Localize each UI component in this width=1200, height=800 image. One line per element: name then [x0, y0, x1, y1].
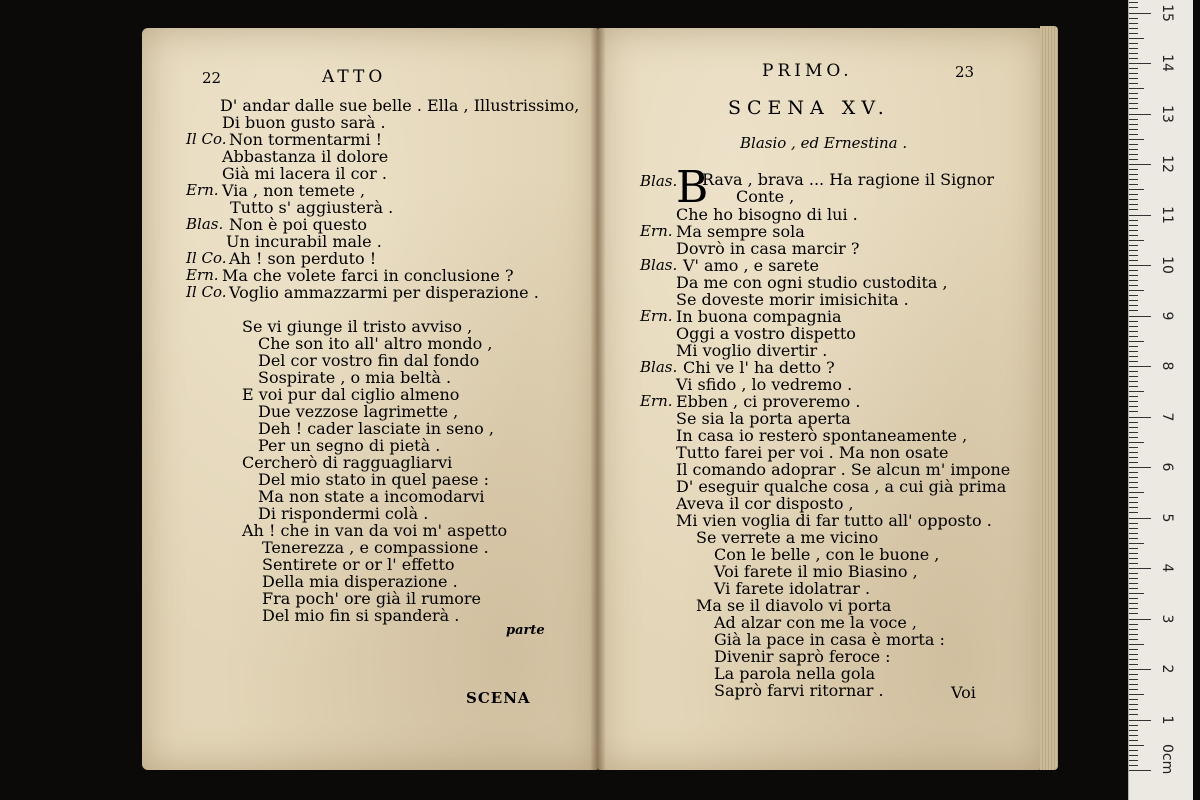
- ruler-tick: [1129, 709, 1138, 710]
- ruler-tick: [1129, 164, 1151, 165]
- ruler-tick: [1129, 608, 1138, 609]
- ruler-tick: [1129, 437, 1138, 438]
- ruler-tick: [1129, 18, 1138, 19]
- text-line: Di rispondermi colà .: [258, 504, 429, 523]
- text-line: Abbastanza il dolore: [222, 147, 389, 166]
- ruler-tick: [1129, 270, 1138, 271]
- ruler-label: 2: [1159, 664, 1175, 674]
- ruler-tick: [1129, 406, 1138, 407]
- ruler-tick: [1129, 331, 1138, 332]
- left-catchword: SCENA: [466, 689, 531, 707]
- ruler-tick: [1129, 644, 1144, 645]
- ruler-tick: [1129, 492, 1144, 493]
- ruler-label: 14: [1159, 54, 1175, 72]
- ruler-tick: [1129, 194, 1138, 195]
- ruler-tick: [1129, 129, 1138, 130]
- ruler-tick: [1129, 336, 1138, 337]
- text-line: Oggi a vostro dispetto: [676, 324, 856, 343]
- scene-title: SCENA XV.: [728, 97, 890, 119]
- ruler-tick: [1129, 139, 1144, 140]
- text-line: Non tormentarmi !: [229, 130, 383, 149]
- text-line: Ebben , ci proveremo .: [676, 392, 861, 411]
- ruler-tick: [1129, 230, 1138, 231]
- ruler-tick: [1129, 361, 1138, 362]
- ruler-tick: [1129, 88, 1144, 89]
- text-line: Cercherò di ragguagliarvi: [242, 453, 453, 472]
- ruler-tick: [1129, 321, 1138, 322]
- ruler-tick: [1129, 376, 1138, 377]
- ruler-tick: [1129, 386, 1138, 387]
- drop-cap: B: [676, 162, 709, 213]
- ruler-tick: [1129, 598, 1138, 599]
- left-page-number: 22: [202, 69, 222, 87]
- ruler-tick: [1129, 346, 1138, 347]
- text-line: Chi ve l' ha detto ?: [683, 358, 835, 377]
- ruler-tick: [1129, 245, 1138, 246]
- ruler-tick: [1129, 381, 1138, 382]
- ruler-tick: [1129, 33, 1138, 34]
- ruler-tick: [1129, 755, 1138, 756]
- ruler-tick: [1129, 518, 1151, 519]
- text-line: Deh ! cader lasciate in seno ,: [258, 419, 494, 438]
- text-line: Mi voglio divertir .: [676, 341, 828, 360]
- text-line: Voglio ammazzarmi per disperazione .: [229, 283, 539, 302]
- text-line: V' amo , e sarete: [683, 256, 819, 275]
- ruler-tick: [1129, 427, 1138, 428]
- text-line: Con le belle , con le buone ,: [714, 545, 940, 564]
- speaker-label: Blas.: [640, 358, 678, 376]
- ruler-tick: [1129, 528, 1138, 529]
- book-gutter: [590, 28, 606, 770]
- ruler-tick: [1129, 740, 1138, 741]
- ruler-tick: [1129, 624, 1138, 625]
- ruler-tick: [1129, 543, 1144, 544]
- ruler-label: 7: [1159, 412, 1175, 421]
- speaker-label: Il Co.: [186, 283, 227, 301]
- ruler-tick: [1129, 366, 1151, 367]
- ruler-tick: [1129, 654, 1138, 655]
- text-line: Se sia la porta aperta: [676, 409, 851, 428]
- ruler-tick: [1129, 447, 1138, 448]
- text-line: E voi pur dal ciglio almeno: [242, 385, 460, 404]
- ruler-tick: [1129, 603, 1138, 604]
- text-line: Mi vien voglia di far tutto all' opposto .: [676, 511, 992, 530]
- ruler-tick: [1129, 199, 1138, 200]
- text-line: Tenerezza , e compassione .: [262, 538, 489, 557]
- text-line: D' andar dalle sue belle . Ella , Illustrissimo,: [220, 96, 580, 115]
- ruler-tick: [1129, 184, 1138, 185]
- text-line: Da me con ogni studio custodita ,: [676, 273, 948, 292]
- ruler-tick: [1129, 68, 1138, 69]
- ruler-tick: [1129, 735, 1138, 736]
- exit-direction: parte: [506, 623, 545, 638]
- ruler-tick: [1129, 285, 1138, 286]
- right-page-number: 23: [955, 63, 975, 81]
- ruler-tick: [1129, 2, 1138, 3]
- ruler-label: 10: [1159, 256, 1175, 274]
- ruler-tick: [1129, 417, 1151, 418]
- ruler-tick: [1129, 401, 1138, 402]
- text-line: Fra poch' ore già il rumore: [262, 589, 482, 608]
- text-line: Aveva il cor disposto ,: [676, 494, 854, 513]
- ruler-tick: [1129, 169, 1138, 170]
- ruler-tick: [1129, 487, 1138, 488]
- text-line: Ma se il diavolo vi porta: [696, 596, 892, 615]
- text-line: Non è poi questo: [229, 215, 367, 234]
- ruler-tick: [1129, 144, 1138, 145]
- ruler-tick: [1129, 391, 1144, 392]
- text-line: Di buon gusto sarà .: [222, 113, 386, 132]
- ruler-label: 3: [1159, 614, 1175, 623]
- text-line: Ah ! che in van da voi m' aspetto: [242, 521, 508, 540]
- ruler-label: 8: [1159, 361, 1175, 371]
- ruler-tick: [1129, 502, 1138, 503]
- right-running-header: PRIMO.: [762, 61, 853, 81]
- ruler-tick: [1129, 477, 1138, 478]
- text-line: Tutto s' aggiusterà .: [230, 198, 394, 217]
- text-line: Due vezzose lagrimette ,: [258, 402, 459, 421]
- text-line: Se vi giunge il tristo avviso ,: [242, 317, 473, 336]
- scene-characters: Blasio , ed Ernestina .: [740, 134, 908, 152]
- ruler-tick: [1129, 93, 1138, 94]
- ruler-tick: [1129, 553, 1138, 554]
- text-line: Già mi lacera il cor .: [222, 164, 387, 183]
- text-line: Che son ito all' altro mondo ,: [258, 334, 493, 353]
- ruler-label: 15: [1159, 3, 1175, 22]
- ruler-label: 11: [1159, 205, 1175, 224]
- first-line-continuation: Conte ,: [736, 187, 795, 206]
- text-line: Del mio stato in quel paese :: [258, 470, 489, 489]
- ruler-tick: [1129, 396, 1138, 397]
- ruler-tick: [1129, 48, 1138, 49]
- ruler-tick: [1129, 103, 1138, 104]
- ruler-tick: [1129, 260, 1138, 261]
- ruler-tick: [1129, 507, 1138, 508]
- ruler-tick: [1129, 745, 1144, 746]
- ruler-tick: [1129, 613, 1138, 614]
- ruler-tick: [1129, 674, 1138, 675]
- text-line: In casa io resterò spontaneamente ,: [676, 426, 968, 445]
- ruler-tick: [1129, 7, 1138, 8]
- ruler-tick: [1129, 634, 1138, 635]
- ruler-tick: [1129, 58, 1138, 59]
- ruler-tick: [1129, 98, 1138, 99]
- ruler-label: 12: [1159, 155, 1175, 173]
- ruler-tick: [1129, 760, 1138, 761]
- text-line: Sospirate , o mia beltà .: [258, 368, 452, 387]
- ruler-tick: [1129, 225, 1138, 226]
- ruler-tick: [1129, 53, 1138, 54]
- speaker-label: Ern.: [186, 181, 219, 199]
- text-line: Ma sempre sola: [676, 222, 805, 241]
- ruler-tick: [1129, 265, 1151, 266]
- ruler-tick: [1129, 351, 1138, 352]
- text-line: Via , non temete ,: [222, 181, 366, 200]
- ruler-tick: [1129, 255, 1138, 256]
- text-line: Ad alzar con me la voce ,: [714, 613, 917, 632]
- ruler-tick: [1129, 714, 1138, 715]
- ruler-tick: [1129, 220, 1138, 221]
- ruler-label: 9: [1159, 311, 1175, 320]
- speaker-label: Ern.: [186, 266, 219, 284]
- ruler-tick: [1129, 326, 1138, 327]
- speaker-label: Il Co.: [186, 249, 227, 267]
- ruler-tick: [1129, 452, 1138, 453]
- ruler-tick: [1129, 316, 1151, 317]
- text-line: Ah ! son perduto !: [229, 249, 377, 268]
- ruler-tick: [1129, 23, 1138, 24]
- text-line: Saprò farvi ritornar .: [714, 681, 884, 700]
- text-line: Della mia disperazione .: [262, 572, 458, 591]
- speaker-label: Ern.: [640, 392, 673, 410]
- ruler-label: 5: [1159, 513, 1175, 522]
- text-line: Che ho bisogno di lui .: [676, 205, 858, 224]
- ruler-tick: [1129, 548, 1138, 549]
- ruler-tick: [1129, 583, 1138, 584]
- ruler-tick: [1129, 341, 1144, 342]
- ruler-tick: [1129, 159, 1138, 160]
- ruler-tick: [1129, 240, 1144, 241]
- ruler-tick: [1129, 568, 1151, 569]
- ruler-tick: [1129, 619, 1151, 620]
- ruler-tick: [1129, 78, 1138, 79]
- text-line: Per un segno di pietà .: [258, 436, 441, 455]
- ruler-tick: [1129, 63, 1151, 64]
- text-line: Ma non state a incomodarvi: [258, 487, 485, 506]
- ruler-tick: [1129, 462, 1138, 463]
- ruler-label: 6: [1159, 462, 1175, 472]
- ruler-tick: [1129, 684, 1138, 685]
- ruler-tick: [1129, 422, 1138, 423]
- ruler-tick: [1129, 174, 1138, 175]
- ruler-label: 4: [1159, 563, 1175, 573]
- ruler-tick: [1129, 533, 1138, 534]
- ruler-tick: [1129, 310, 1138, 311]
- ruler-tick: [1129, 411, 1138, 412]
- ruler-tick: [1129, 432, 1138, 433]
- text-line: Già la pace in casa è morta :: [714, 630, 945, 649]
- speaker-label: Ern.: [640, 222, 673, 240]
- text-line: In buona compagnia: [676, 307, 842, 326]
- ruler-tick: [1129, 38, 1144, 39]
- ruler-tick: [1129, 235, 1138, 236]
- ruler-tick: [1129, 725, 1138, 726]
- speaker-label: Blas.: [186, 215, 224, 233]
- ruler-tick: [1129, 305, 1138, 306]
- first-line: Rava , brava ... Ha ragione il Signor: [702, 170, 995, 189]
- ruler-tick: [1129, 699, 1138, 700]
- ruler-tick: [1129, 83, 1138, 84]
- text-line: D' eseguir qualche cosa , a cui già prima: [676, 477, 1007, 496]
- ruler-tick: [1129, 689, 1138, 690]
- ruler-tick: [1129, 300, 1138, 301]
- speaker-label: Il Co.: [186, 130, 227, 148]
- ruler-tick: [1129, 482, 1138, 483]
- ruler-tick: [1129, 765, 1138, 766]
- measuring-ruler: [1128, 0, 1193, 800]
- ruler-label: 13: [1159, 104, 1175, 123]
- text-line: Del mio fin si spanderà .: [262, 606, 460, 625]
- ruler-tick: [1129, 704, 1138, 705]
- ruler-tick: [1129, 209, 1138, 210]
- text-line: Un incurabil male .: [226, 232, 382, 251]
- text-line: Vi farete idolatrar .: [714, 579, 871, 598]
- text-line: Voi farete il mio Biasino ,: [714, 562, 918, 581]
- ruler-tick: [1129, 523, 1138, 524]
- ruler-tick: [1129, 472, 1138, 473]
- ruler-tick: [1129, 694, 1144, 695]
- ruler-tick: [1129, 629, 1138, 630]
- text-line: Dovrò in casa marcir ?: [676, 239, 860, 258]
- text-line: Se doveste morir imisichita .: [676, 290, 909, 309]
- ruler-tick: [1129, 669, 1151, 670]
- ruler-tick: [1129, 512, 1138, 513]
- text-line: Divenir saprò feroce :: [714, 647, 891, 666]
- ruler-tick: [1129, 664, 1138, 665]
- ruler-tick: [1129, 720, 1151, 721]
- speaker-label: Blas.: [640, 256, 678, 274]
- ruler-tick: [1129, 108, 1138, 109]
- ruler-tick: [1129, 659, 1138, 660]
- ruler-tick: [1129, 73, 1138, 74]
- ruler-tick: [1129, 179, 1138, 180]
- ruler-tick: [1129, 356, 1138, 357]
- ruler-tick: [1129, 578, 1138, 579]
- ruler-tick: [1129, 371, 1138, 372]
- ruler-tick: [1129, 649, 1138, 650]
- ruler-tick: [1129, 154, 1138, 155]
- ruler-tick: [1129, 639, 1138, 640]
- text-line: La parola nella gola: [714, 664, 876, 683]
- ruler-tick: [1129, 189, 1144, 190]
- text-line: Il comando adoprar . Se alcun m' impone: [676, 460, 1011, 479]
- text-line: Tutto farei per voi . Ma non osate: [676, 443, 949, 462]
- ruler-tick: [1129, 538, 1138, 539]
- page-edges: [1040, 26, 1058, 770]
- ruler-tick: [1129, 204, 1138, 205]
- ruler-tick: [1129, 250, 1138, 251]
- speaker-label: Blas.: [640, 172, 678, 190]
- ruler-tick: [1129, 457, 1138, 458]
- ruler-tick: [1129, 290, 1144, 291]
- text-line: Sentirete or or l' effetto: [262, 555, 455, 574]
- ruler-tick: [1129, 149, 1138, 150]
- text-line: Se verrete a me vicino: [696, 528, 879, 547]
- ruler-tick: [1129, 114, 1151, 115]
- ruler-tick: [1129, 730, 1138, 731]
- ruler-tick: [1129, 558, 1138, 559]
- ruler-tick: [1129, 43, 1138, 44]
- text-line: Ma che volete farci in conclusione ?: [222, 266, 514, 285]
- speaker-label: Ern.: [640, 307, 673, 325]
- ruler-label: 0cm: [1159, 744, 1175, 775]
- ruler-tick: [1129, 593, 1144, 594]
- ruler-tick: [1129, 467, 1151, 468]
- text-line: Vi sfido , lo vedremo .: [676, 375, 853, 394]
- ruler-tick: [1129, 750, 1138, 751]
- ruler-tick: [1129, 119, 1138, 120]
- left-running-header: ATTO: [322, 67, 387, 87]
- ruler-tick: [1129, 28, 1138, 29]
- ruler-tick: [1129, 215, 1151, 216]
- ruler-tick: [1129, 13, 1151, 14]
- ruler-tick: [1129, 280, 1138, 281]
- ruler-tick: [1129, 497, 1138, 498]
- ruler-tick: [1129, 770, 1151, 771]
- ruler-tick: [1129, 134, 1138, 135]
- ruler-tick: [1129, 124, 1138, 125]
- ruler-tick: [1129, 679, 1138, 680]
- ruler-tick: [1129, 275, 1138, 276]
- ruler-label: 1: [1159, 715, 1175, 724]
- ruler-tick: [1129, 442, 1144, 443]
- ruler-tick: [1129, 573, 1138, 574]
- ruler-tick: [1129, 563, 1138, 564]
- ruler-tick: [1129, 295, 1138, 296]
- text-line: Del cor vostro fin dal fondo: [258, 351, 480, 370]
- right-catchword: Voi: [951, 683, 976, 702]
- ruler-tick: [1129, 588, 1138, 589]
